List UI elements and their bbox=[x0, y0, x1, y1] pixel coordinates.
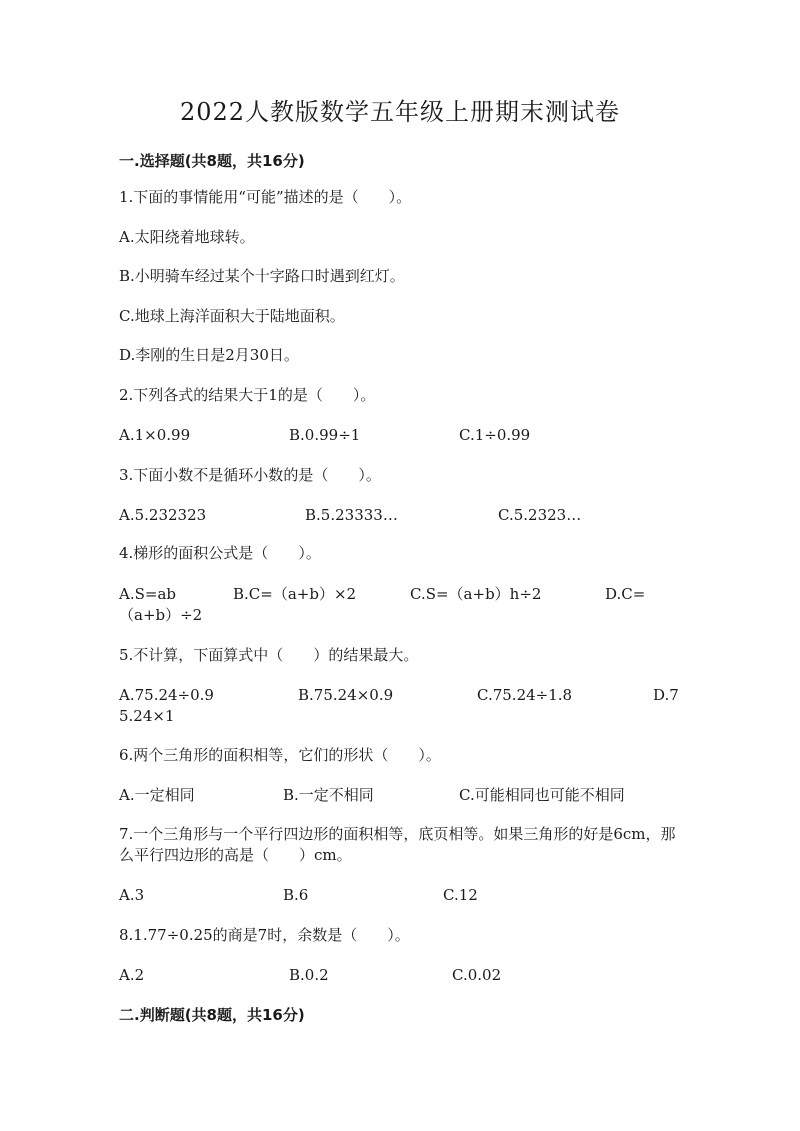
question-2-option-b: B.0.99÷1 bbox=[289, 426, 361, 444]
question-5-option-c: C.75.24÷1.8 bbox=[477, 686, 573, 704]
question-3-option-c: C.5.2323… bbox=[498, 506, 582, 524]
section-heading-choice: 一.选择题(共8题，共16分) bbox=[119, 152, 305, 170]
question-1-option-b: B.小明骑车经过某个十字路口时遇到红灯。 bbox=[119, 267, 405, 285]
question-3-stem: 3.下面小数不是循环小数的是（ ）。 bbox=[119, 466, 381, 484]
question-8-option-a: A.2 bbox=[119, 966, 145, 984]
question-6-option-a: A.一定相同 bbox=[119, 786, 195, 804]
question-8-stem: 8.1.77÷0.25的商是7时，余数是（ ）。 bbox=[119, 926, 410, 944]
question-6-option-c: C.可能相同也可能不相同 bbox=[459, 786, 625, 804]
question-7-option-b: B.6 bbox=[283, 886, 309, 904]
question-2-stem: 2.下列各式的结果大于1的是（ ）。 bbox=[119, 386, 376, 404]
question-5-option-d: D.7 bbox=[653, 686, 679, 704]
question-2-option-a: A.1×0.99 bbox=[119, 426, 191, 444]
question-8-option-c: C.0.02 bbox=[452, 966, 502, 984]
question-1-option-d: D.李刚的生日是2月30日。 bbox=[119, 346, 299, 364]
question-7-option-a: A.3 bbox=[119, 886, 145, 904]
question-1-option-c: C.地球上海洋面积大于陆地面积。 bbox=[119, 307, 345, 325]
question-8-option-b: B.0.2 bbox=[289, 966, 329, 984]
question-5-option-b: B.75.24×0.9 bbox=[298, 686, 394, 704]
question-4-option-b: B.C=（a+b）×2 bbox=[233, 585, 357, 603]
question-4-option-d-continued: （a+b）÷2 bbox=[119, 606, 203, 624]
question-6-option-b: B.一定不相同 bbox=[283, 786, 374, 804]
question-4-stem: 4.梯形的面积公式是（ ）。 bbox=[119, 544, 321, 562]
question-3-option-a: A.5.232323 bbox=[119, 506, 207, 524]
question-6-stem: 6.两个三角形的面积相等，它们的形状（ ）。 bbox=[119, 746, 441, 764]
question-5-option-a: A.75.24÷0.9 bbox=[119, 686, 214, 704]
question-1-stem: 1.下面的事情能用“可能”描述的是（ ）。 bbox=[119, 188, 412, 206]
question-7-option-c: C.12 bbox=[443, 886, 478, 904]
question-3-option-b: B.5.23333… bbox=[305, 506, 398, 524]
question-1-option-a: A.太阳绕着地球转。 bbox=[119, 228, 255, 246]
question-2-option-c: C.1÷0.99 bbox=[459, 426, 531, 444]
question-4-option-c: C.S=（a+b）h÷2 bbox=[410, 585, 542, 603]
document-title: 2022人教版数学五年级上册期末测试卷 bbox=[179, 98, 621, 126]
question-5-option-d-continued: 5.24×1 bbox=[119, 707, 175, 725]
question-7-stem: 7.一个三角形与一个平行四边形的面积相等，底页相等。如果三角形的好是6cm，那么平行四边形的高是（ ）cm。 bbox=[119, 825, 676, 864]
section-heading-judgment: 二.判断题(共8题，共16分) bbox=[119, 1006, 305, 1024]
question-4-option-a: A.S=ab bbox=[119, 585, 176, 603]
question-5-stem: 5.不计算，下面算式中（ ）的结果最大。 bbox=[119, 646, 419, 664]
question-4-option-d: D.C= bbox=[605, 585, 646, 603]
